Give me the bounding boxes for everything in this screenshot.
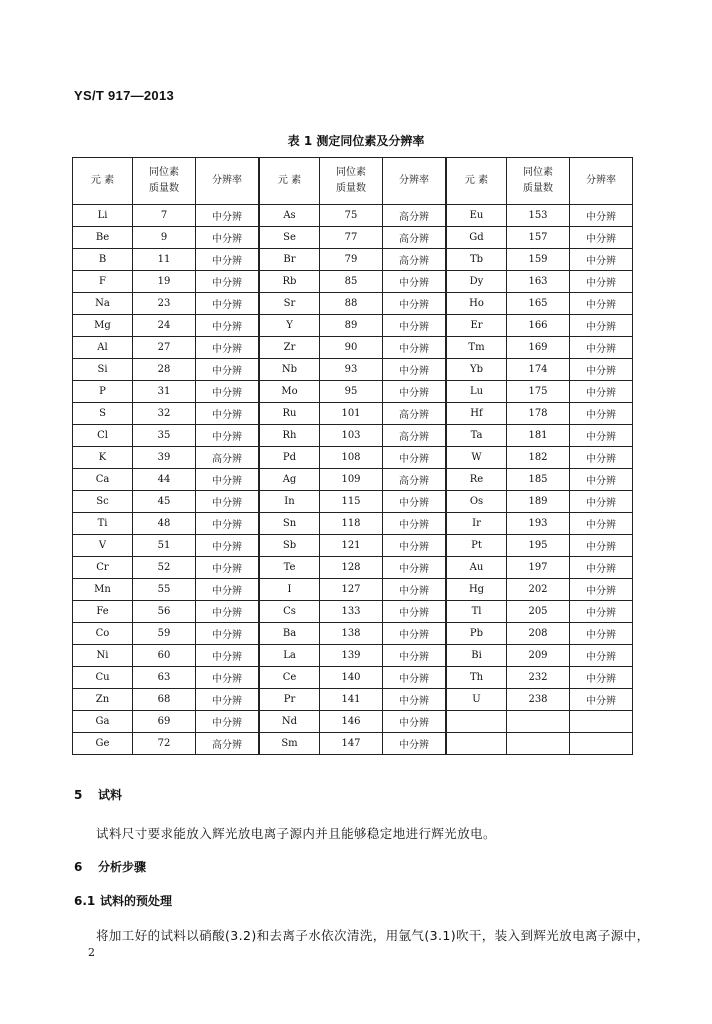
mass-number-cell: 89 (320, 315, 383, 337)
resolution-cell: 中分辨 (570, 667, 633, 689)
mass-number-cell: 197 (507, 557, 570, 579)
mass-number-cell: 35 (133, 425, 196, 447)
resolution-cell: 中分辨 (196, 579, 259, 601)
element-cell: Ni (73, 645, 133, 667)
element-cell: Ti (73, 513, 133, 535)
element-cell: Yb (447, 359, 507, 381)
element-cell: Pd (260, 447, 320, 469)
mass-number-cell: 63 (133, 667, 196, 689)
element-cell (447, 711, 507, 733)
resolution-cell: 中分辨 (570, 689, 633, 711)
mass-number-cell: 193 (507, 513, 570, 535)
resolution-cell: 中分辨 (196, 403, 259, 425)
resolution-cell: 中分辨 (383, 513, 446, 535)
element-cell: Li (73, 205, 133, 227)
resolution-cell: 中分辨 (383, 733, 446, 755)
mass-number-cell: 169 (507, 337, 570, 359)
element-cell: Na (73, 293, 133, 315)
resolution-cell: 中分辨 (383, 337, 446, 359)
element-cell: I (260, 579, 320, 601)
resolution-cell: 中分辨 (383, 271, 446, 293)
resolution-cell (570, 711, 633, 733)
element-cell: Br (260, 249, 320, 271)
resolution-cell: 中分辨 (196, 623, 259, 645)
element-cell: B (73, 249, 133, 271)
resolution-cell: 中分辨 (196, 469, 259, 491)
resolution-cell: 中分辨 (570, 227, 633, 249)
resolution-cell: 高分辨 (196, 447, 259, 469)
resolution-cell: 中分辨 (196, 667, 259, 689)
element-cell: In (260, 491, 320, 513)
resolution-cell: 高分辨 (383, 205, 446, 227)
mass-number-cell: 7 (133, 205, 196, 227)
resolution-cell: 中分辨 (570, 535, 633, 557)
mass-number-cell: 163 (507, 271, 570, 293)
element-cell: K (73, 447, 133, 469)
resolution-cell: 中分辨 (570, 623, 633, 645)
mass-number-cell: 19 (133, 271, 196, 293)
resolution-cell: 中分辨 (570, 425, 633, 447)
element-cell: U (447, 689, 507, 711)
resolution-cell: 中分辨 (570, 271, 633, 293)
element-cell: Cs (260, 601, 320, 623)
element-cell: Fe (73, 601, 133, 623)
resolution-cell: 中分辨 (196, 205, 259, 227)
mass-number-cell: 51 (133, 535, 196, 557)
mass-number-cell: 140 (320, 667, 383, 689)
element-cell: Au (447, 557, 507, 579)
table-row (73, 425, 633, 447)
mass-number-cell: 69 (133, 711, 196, 733)
mass-number-cell: 208 (507, 623, 570, 645)
isotope-resolution-table (72, 157, 633, 755)
resolution-cell: 中分辨 (383, 579, 446, 601)
table-row (73, 689, 633, 711)
element-cell: Sn (260, 513, 320, 535)
resolution-cell: 中分辨 (383, 623, 446, 645)
mass-number-cell: 68 (133, 689, 196, 711)
mass-number-cell: 23 (133, 293, 196, 315)
resolution-cell: 中分辨 (383, 359, 446, 381)
resolution-cell: 中分辨 (383, 689, 446, 711)
mass-number-cell: 165 (507, 293, 570, 315)
element-cell: Sb (260, 535, 320, 557)
resolution-cell: 中分辨 (570, 359, 633, 381)
mass-number-cell: 209 (507, 645, 570, 667)
mass-number-cell: 202 (507, 579, 570, 601)
resolution-cell: 中分辨 (383, 315, 446, 337)
mass-number-cell: 147 (320, 733, 383, 755)
element-cell: Bi (447, 645, 507, 667)
element-cell: Ba (260, 623, 320, 645)
element-cell: Cu (73, 667, 133, 689)
header-mass-number: 同位素 质量数 (320, 158, 383, 205)
mass-number-cell: 9 (133, 227, 196, 249)
mass-number-cell: 159 (507, 249, 570, 271)
resolution-cell: 中分辨 (383, 645, 446, 667)
element-cell: Mn (73, 579, 133, 601)
element-cell: Ga (73, 711, 133, 733)
element-cell: Ce (260, 667, 320, 689)
mass-number-cell: 175 (507, 381, 570, 403)
mass-number-cell: 44 (133, 469, 196, 491)
mass-number-cell: 90 (320, 337, 383, 359)
table-row (73, 667, 633, 689)
resolution-cell: 中分辨 (570, 491, 633, 513)
mass-number-cell: 28 (133, 359, 196, 381)
mass-number-cell: 232 (507, 667, 570, 689)
resolution-cell: 中分辨 (196, 271, 259, 293)
table-row (73, 227, 633, 249)
resolution-cell: 中分辨 (196, 337, 259, 359)
resolution-cell: 中分辨 (196, 645, 259, 667)
header-element: 元 素 (260, 158, 320, 205)
element-cell: Ho (447, 293, 507, 315)
mass-number-cell: 195 (507, 535, 570, 557)
resolution-cell: 中分辨 (570, 469, 633, 491)
resolution-cell: 中分辨 (383, 381, 446, 403)
mass-number-cell: 182 (507, 447, 570, 469)
resolution-cell: 中分辨 (196, 557, 259, 579)
mass-number-cell: 157 (507, 227, 570, 249)
resolution-cell: 中分辨 (570, 513, 633, 535)
mass-number-cell: 118 (320, 513, 383, 535)
mass-number-cell: 128 (320, 557, 383, 579)
section-5-heading: 5 试料 (74, 788, 123, 802)
element-cell: F (73, 271, 133, 293)
resolution-cell: 中分辨 (383, 711, 446, 733)
element-cell: Tb (447, 249, 507, 271)
mass-number-cell: 189 (507, 491, 570, 513)
table-row (73, 733, 633, 755)
element-cell: Ge (73, 733, 133, 755)
resolution-cell: 中分辨 (570, 447, 633, 469)
mass-number-cell: 93 (320, 359, 383, 381)
table-row (73, 403, 633, 425)
element-cell: Mo (260, 381, 320, 403)
element-cell: Rb (260, 271, 320, 293)
element-cell: Sr (260, 293, 320, 315)
header-mass-number: 同位素 质量数 (507, 158, 570, 205)
section-6-1-text: 将加工好的试料以硝酸(3.2)和去离子水依次清洗，用氩气(3.1)吹干，装入到辉光放电离子源中， (96, 928, 650, 943)
element-cell: Pb (447, 623, 507, 645)
element-cell (447, 733, 507, 755)
mass-number-cell: 60 (133, 645, 196, 667)
resolution-cell: 中分辨 (570, 315, 633, 337)
resolution-cell: 中分辨 (383, 535, 446, 557)
element-cell: Lu (447, 381, 507, 403)
mass-number-cell (507, 711, 570, 733)
mass-number-cell: 109 (320, 469, 383, 491)
element-cell: Hg (447, 579, 507, 601)
element-cell: Rh (260, 425, 320, 447)
resolution-cell: 中分辨 (570, 579, 633, 601)
element-cell: S (73, 403, 133, 425)
page-number: 2 (88, 946, 95, 959)
resolution-cell: 中分辨 (196, 381, 259, 403)
element-cell: Re (447, 469, 507, 491)
element-cell: Ca (73, 469, 133, 491)
table-header-row (73, 158, 633, 205)
element-cell: Ag (260, 469, 320, 491)
element-cell: Zn (73, 689, 133, 711)
element-cell: Al (73, 337, 133, 359)
resolution-cell: 中分辨 (196, 535, 259, 557)
mass-number-cell: 72 (133, 733, 196, 755)
mass-number-cell: 127 (320, 579, 383, 601)
table-row (73, 601, 633, 623)
resolution-cell: 中分辨 (196, 315, 259, 337)
element-cell: Y (260, 315, 320, 337)
mass-number-cell: 56 (133, 601, 196, 623)
mass-number-cell: 55 (133, 579, 196, 601)
element-cell: Pt (447, 535, 507, 557)
table-row (73, 249, 633, 271)
element-cell: Gd (447, 227, 507, 249)
element-cell: Sc (73, 491, 133, 513)
mass-number-cell: 153 (507, 205, 570, 227)
mass-number-cell: 146 (320, 711, 383, 733)
mass-number-cell: 185 (507, 469, 570, 491)
mass-number-cell: 59 (133, 623, 196, 645)
header-mass-number: 同位素 质量数 (133, 158, 196, 205)
mass-number-cell: 141 (320, 689, 383, 711)
resolution-cell: 中分辨 (383, 491, 446, 513)
mass-number-cell: 103 (320, 425, 383, 447)
table-row (73, 557, 633, 579)
resolution-cell: 中分辨 (196, 689, 259, 711)
element-cell: V (73, 535, 133, 557)
element-cell: Ir (447, 513, 507, 535)
mass-number-cell: 95 (320, 381, 383, 403)
header-resolution: 分辨率 (570, 158, 633, 205)
table-row (73, 623, 633, 645)
mass-number-cell: 77 (320, 227, 383, 249)
element-cell: P (73, 381, 133, 403)
section-6-1-heading: 6.1 试料的预处理 (74, 894, 173, 908)
mass-number-cell: 48 (133, 513, 196, 535)
mass-number-cell: 139 (320, 645, 383, 667)
element-cell: Nb (260, 359, 320, 381)
element-cell: Ta (447, 425, 507, 447)
mass-number-cell: 238 (507, 689, 570, 711)
mass-number-cell: 39 (133, 447, 196, 469)
resolution-cell: 高分辨 (383, 469, 446, 491)
element-cell: Eu (447, 205, 507, 227)
standard-code: YS/T 917—2013 (74, 88, 175, 103)
header-element: 元 素 (447, 158, 507, 205)
resolution-cell: 中分辨 (570, 557, 633, 579)
resolution-cell: 中分辨 (196, 491, 259, 513)
resolution-cell: 高分辨 (383, 227, 446, 249)
table-row (73, 491, 633, 513)
table-row (73, 579, 633, 601)
section-5-text: 试料尺寸要求能放入辉光放电离子源内并且能够稳定地进行辉光放电。 (96, 826, 496, 841)
resolution-cell: 中分辨 (196, 227, 259, 249)
resolution-cell: 中分辨 (570, 601, 633, 623)
table-row (73, 337, 633, 359)
mass-number-cell: 174 (507, 359, 570, 381)
resolution-cell: 中分辨 (383, 293, 446, 315)
header-resolution: 分辨率 (196, 158, 259, 205)
table-row (73, 447, 633, 469)
table-title: 表 1 测定同位素及分辨率 (287, 134, 425, 148)
table-row (73, 293, 633, 315)
element-cell: Cr (73, 557, 133, 579)
element-cell: Nd (260, 711, 320, 733)
mass-number-cell: 79 (320, 249, 383, 271)
resolution-cell: 中分辨 (383, 557, 446, 579)
mass-number-cell: 52 (133, 557, 196, 579)
element-cell: Ru (260, 403, 320, 425)
element-cell: Sm (260, 733, 320, 755)
resolution-cell: 中分辨 (196, 513, 259, 535)
element-cell: Tl (447, 601, 507, 623)
element-cell: Hf (447, 403, 507, 425)
resolution-cell: 中分辨 (196, 249, 259, 271)
resolution-cell: 中分辨 (196, 425, 259, 447)
element-cell: W (447, 447, 507, 469)
mass-number-cell: 121 (320, 535, 383, 557)
table-row (73, 205, 633, 227)
table-row (73, 711, 633, 733)
resolution-cell: 高分辨 (383, 249, 446, 271)
resolution-cell: 高分辨 (383, 425, 446, 447)
mass-number-cell: 45 (133, 491, 196, 513)
table-row (73, 535, 633, 557)
table-row (73, 315, 633, 337)
mass-number-cell: 133 (320, 601, 383, 623)
resolution-cell: 中分辨 (570, 403, 633, 425)
mass-number-cell: 178 (507, 403, 570, 425)
table-row (73, 271, 633, 293)
table-row (73, 469, 633, 491)
element-cell: Te (260, 557, 320, 579)
mass-number-cell (507, 733, 570, 755)
header-element: 元 素 (73, 158, 133, 205)
element-cell: Tm (447, 337, 507, 359)
table-row (73, 381, 633, 403)
table-row (73, 645, 633, 667)
resolution-cell: 高分辨 (196, 733, 259, 755)
element-cell: Er (447, 315, 507, 337)
mass-number-cell: 205 (507, 601, 570, 623)
element-cell: La (260, 645, 320, 667)
element-cell: Mg (73, 315, 133, 337)
resolution-cell: 中分辨 (570, 249, 633, 271)
element-cell: Si (73, 359, 133, 381)
resolution-cell: 中分辨 (196, 601, 259, 623)
mass-number-cell: 181 (507, 425, 570, 447)
mass-number-cell: 31 (133, 381, 196, 403)
resolution-cell: 中分辨 (570, 337, 633, 359)
element-cell: Se (260, 227, 320, 249)
mass-number-cell: 11 (133, 249, 196, 271)
mass-number-cell: 75 (320, 205, 383, 227)
mass-number-cell: 85 (320, 271, 383, 293)
resolution-cell: 中分辨 (196, 711, 259, 733)
resolution-cell: 中分辨 (196, 359, 259, 381)
resolution-cell: 中分辨 (570, 205, 633, 227)
element-cell: Dy (447, 271, 507, 293)
resolution-cell (570, 733, 633, 755)
resolution-cell: 中分辨 (570, 381, 633, 403)
resolution-cell: 中分辨 (196, 293, 259, 315)
mass-number-cell: 101 (320, 403, 383, 425)
mass-number-cell: 166 (507, 315, 570, 337)
resolution-cell: 高分辨 (383, 403, 446, 425)
mass-number-cell: 108 (320, 447, 383, 469)
mass-number-cell: 27 (133, 337, 196, 359)
element-cell: Be (73, 227, 133, 249)
resolution-cell: 中分辨 (570, 645, 633, 667)
element-cell: Co (73, 623, 133, 645)
resolution-cell: 中分辨 (383, 667, 446, 689)
mass-number-cell: 32 (133, 403, 196, 425)
element-cell: Cl (73, 425, 133, 447)
mass-number-cell: 24 (133, 315, 196, 337)
table-row (73, 359, 633, 381)
element-cell: Zr (260, 337, 320, 359)
resolution-cell: 中分辨 (570, 293, 633, 315)
section-6-heading: 6 分析步骤 (74, 860, 147, 874)
mass-number-cell: 88 (320, 293, 383, 315)
table-row (73, 513, 633, 535)
resolution-cell: 中分辨 (383, 447, 446, 469)
mass-number-cell: 138 (320, 623, 383, 645)
resolution-cell: 中分辨 (383, 601, 446, 623)
element-cell: Os (447, 491, 507, 513)
element-cell: Pr (260, 689, 320, 711)
element-cell: As (260, 205, 320, 227)
element-cell: Th (447, 667, 507, 689)
mass-number-cell: 115 (320, 491, 383, 513)
header-resolution: 分辨率 (383, 158, 446, 205)
